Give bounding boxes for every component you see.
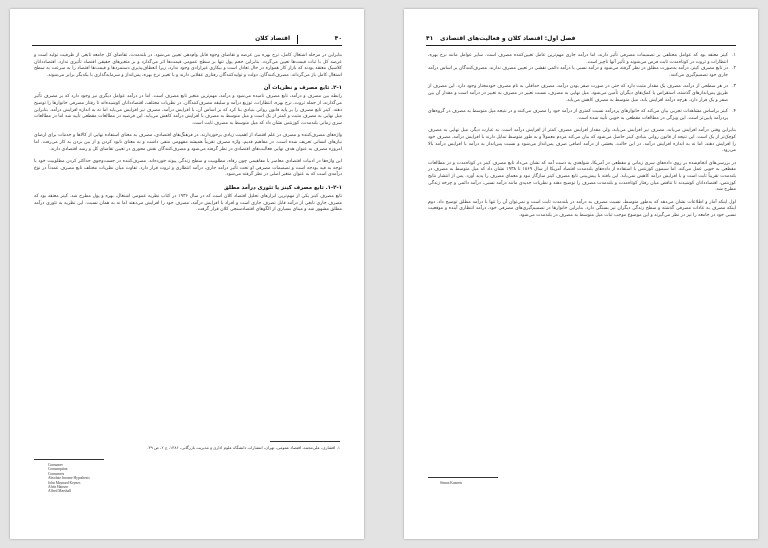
header-divider: [297, 35, 298, 44]
paragraph: بنابراین وقتی درآمد افزایش می‌یابد، مصرف نیز افزایش می‌یابد، ولی مقدار افزایش مصرف کمتر از افزایش درآمد است. به عبارت دیگر، میل نهایی به مصرف کوچک‌تر از یک است. این نتیجه از قانون روانی بنیادی کینز حاصل می‌شود که بیان می‌کند مردم معمولاً و به طور متوسط تمایل دارند با افزایش درآمد، مصرف خود را افزایش دهند، اما نه به اندازه افزایش درآمد. در این حالت، بخشی از درآمد اضافی صرف پس‌انداز می‌شود و نسبت پس‌انداز به درآمد با افزایش درآمد بالا می‌رود.: [428, 128, 736, 154]
list-marker: ۴.: [732, 109, 736, 115]
right-page: [404, 9, 758, 539]
footnote-en: Consumption: [48, 467, 68, 472]
list-text: در هر سطحی از درآمد، مصرف یک مقدار مثبت دارد که حتی در صورت صفر بودن درآمد، مصرف حداقلی به نام مصرف خودمختار وجود دارد. این مصرف از طریق پس‌اندازهای گذشته، استقراض یا کمک‌های دیگران تأمین می‌شود. میل نهایی به مصرف، نسبت تغییر در مصرف به تغییر در درآمد است و مقدار آن بین صفر و یک قرار دارد. هرچه درآمد افزایش یابد، میل متوسط به مصرف کاهش می‌یابد.: [428, 84, 728, 103]
left-page-body: [34, 53, 342, 214]
footnotes-english: [48, 463, 90, 494]
footnote-persian: ۱. افشاری، علی‌محمد، اقتصاد عمومی، تهران، انتشارات دانشگاه علوم اداری و مدیریت بازرگانی، ۱۳۸۶، ج ۲، ص ۳۹.: [147, 445, 340, 450]
intro-paragraph: بنابراین در مرحله اشتغال کامل، نرخ بهره بین عرضه و تقاضای وجوه قابل وام‌دهی تعیین می‌شود. در بلندمدت، تقاضای کل جامعه تابعی از ظرفیت تولید است و عرضه کل با ثبات قیمت‌ها تعیین می‌گردد. بنابراین حجم پول تنها بر سطح عمومی قیمت‌ها اثر می‌گذارد و بر متغیرهای حقیقی اقتصاد تأثیری ندارد. اقتصاددانان کلاسیک معتقد بودند که بازار کار همواره در حال تعادل است و بیکاری غیرارادی وجود ندارد، زیرا انعطاف‌پذیری دستمزدها و قیمت‌ها اقتصاد را به سرعت به سطح اشتغال کامل باز می‌گرداند. مصرف‌کنندگان، دولت و تولیدکنندگان رفتاری عقلایی دارند و با تغییر نرخ بهره، پس‌انداز و سرمایه‌گذاری با یکدیگر برابر می‌شوند.: [34, 53, 342, 78]
footnote-separator-en: [34, 459, 104, 460]
footnote-en: John Maynard Keynes: [48, 480, 81, 485]
paragraph: تابع مصرف کینز یکی از مهم‌ترین ابزارهای تحلیل اقتصاد کلان است که در سال ۱۹۳۶ در کتاب نظریه عمومی اشتغال، بهره و پول مطرح شد. کینز معتقد بود که مصرف جاری تابعی از درآمد قابل تصرف جاری است و افراد با افزایش درآمد، مصرف خود را افزایش می‌دهند اما نه به همان نسبت. این نظریه به تئوری درآمد مطلق مشهور شد و مبنای بسیاری از الگوهای اقتصادسنجی کلان قرار گرفت.: [34, 193, 342, 213]
paragraph: این واژه‌ها در ادبیات اقتصادی معاصر با مفاهیمی چون رفاه، مطلوبیت و سطح زندگی پیوند خورده‌اند. مصرف‌کننده در جست‌وجوی حداکثر کردن مطلوبیت خود با توجه به قید بودجه است و تصمیمات مصرفی او تحت تأثیر درآمد جاری، درآمد انتظاری و ثروت قرار دارد. تفاوت میان نظریات مختلف تابع مصرف عمدتاً در نوع درآمدی است که به عنوان متغیر اصلی در نظر گرفته می‌شود.: [34, 159, 342, 178]
footnote-separator: [428, 477, 498, 478]
footnote-en: Consumer: [48, 463, 63, 467]
footnote-english: Simon Kuznets: [440, 481, 463, 485]
list-item: [428, 53, 736, 66]
list-text: کینز براساس مشاهدات تجربی بیان می‌کند که خانوارهای پردرآمد نسبت کمتری از درآمد خود را مصرف می‌کنند و در نتیجه میل متوسط به مصرف در گروه‌های پردرآمد پایین‌تر است. این ویژگی در مطالعات مقطعی به خوبی تأیید شده است.: [428, 109, 728, 121]
paragraph: رابطه بین مصرف و درآمد، تابع مصرف نامیده می‌شود و درآمد، مهم‌ترین متغیر تابع مصرف است. اما در درآمد عوامل دیگری نیز وجود دارد که بر مصرف تأثیر می‌گذارند، از جمله ثروت، نرخ بهره، انتظارات، توزیع درآمد و سلیقه مصرف‌کنندگان. در نظریات مختلف، اقتصاددانان کوشیده‌اند تا رفتار مصرفی خانوارها را توضیح دهند. کینز تابع مصرف را بر پایه قانون روانی بنیادی بنا کرد که بر اساس آن، با افزایش درآمد، مصرف نیز افزایش می‌یابد اما نه به اندازه افزایش درآمد. بنابراین میل نهایی به مصرف مثبت و کمتر از یک است و میل متوسط به مصرف با افزایش درآمد کاهش می‌یابد. این فرضیه در مطالعات مقطعی تأیید شد اما در مطالعات سری زمانی بلندمدت، کوزنتس نشان داد که میل متوسط به مصرف ثابت است.: [34, 94, 342, 126]
list-marker: ۱.: [732, 53, 736, 58]
paragraph: اول اینکه آمار و اطلاعات نشان می‌دهد که به‌طور متوسط، نسبت مصرف به درآمد در بلندمدت ثابت است و نمی‌توان آن را تنها با درآمد مطلق توضیح داد. دوم اینکه مصرف به عادات مصرفی گذشته و سطح زندگی دیگران نیز بستگی دارد. بنابراین خانوارها در تصمیم‌گیری‌های مصرفی خود، درآمد انتظاری آینده و موقعیت نسبی خود در جامعه را نیز در نظر می‌گیرند و این موضوع موجب ثبات میل متوسط به مصرف در بلندمدت می‌شود.: [428, 199, 736, 218]
paragraph: واژه‌های مصرف‌کننده و مصرف در علم اقتصاد از اهمیت زیادی برخوردارند. در فرهنگ‌های اقتصادی، مصرف به معنای استفاده نهایی از کالاها و خدمات برای ارضای نیازهای انسانی تعریف شده است. در مفاهیم قدیم، واژه مصرف تقریباً همیشه مفهومی منفی داشت و به معنای نابود کردن و از بین بردن به کار می‌رفت. اما امروزه مصرف به عنوان هدف نهایی فعالیت‌های اقتصادی در نظر گرفته می‌شود و مصرف‌کنندگان نقش محوری در تعیین تقاضای کل و رشد اقتصادی دارند.: [34, 133, 342, 152]
page-number: ۴۱: [426, 35, 434, 42]
footnote-en: Alvin Hansen: [48, 485, 68, 490]
list-marker: ۲.: [732, 66, 736, 72]
list-item: [428, 109, 736, 122]
list-item: [428, 66, 736, 79]
left-page: [10, 9, 364, 539]
footnote-en: Absolute Income Hypothesis: [48, 476, 90, 481]
footnote-en: Alfred Marshall: [48, 489, 72, 494]
footnote-separator: [270, 441, 340, 442]
section-heading: ۲-۱. تابع مصرف و نظریات آن: [263, 85, 342, 92]
right-page-body: [428, 53, 736, 219]
list-text: در تابع مصرف کینز، درآمد به‌صورت مطلق در نظر گرفته می‌شود و درآمد نسبی یا درآمد دائمی نقشی در تعیین مصرف ندارند. مصرف‌کنندگان بر اساس درآمد جاری خود تصمیم‌گیری می‌کنند.: [428, 66, 728, 78]
right-page-header: [426, 35, 736, 46]
left-page-header: [32, 35, 342, 46]
page-number: ۴۰: [334, 35, 342, 42]
footnote-en: Consumers: [48, 471, 65, 476]
list-marker: ۳.: [732, 84, 736, 90]
running-title: اقتصاد کلان: [255, 35, 290, 42]
paragraph: در بررسی‌های انجام‌شده بر روی داده‌های سری زمانی و مقطعی در آمریکا، شواهدی به دست آمد که نشان می‌داد تابع مصرف کینز در کوتاه‌مدت و در مطالعات مقطعی به خوبی عمل می‌کند. اما سیمون کوزنتس با استفاده از داده‌های بلندمدت اقتصاد آمریکا از سال ۱۸۶۹ تا ۱۹۳۸ نشان داد که میل متوسط به مصرف در بلندمدت تقریباً ثابت است و با افزایش درآمد کاهش نمی‌یابد. این یافته با پیش‌بینی تابع مصرف کینز سازگار نبود و معمای مصرف را پدید آورد. پس از انتشار نتایج کوزنتس، اقتصاددانان کوشیدند تا تناقض میان رفتار کوتاه‌مدت و بلندمدت مصرف را توضیح دهند و نظریات جدیدی مانند درآمد نسبی، درآمد دائمی و چرخه زندگی مطرح شد.: [428, 160, 736, 193]
list-item: [428, 84, 736, 104]
subsection-heading: ۱-۲-۱. تابع مصرف کینز یا تئوری درآمد مطلق: [224, 184, 342, 191]
running-title: فصل اول: اقتصاد کلان و فعالیت‌های اقتصادی: [440, 35, 576, 42]
list-text: کینز معتقد بود که عوامل مختلفی بر تصمیمات مصرفی تأثیر دارند، اما درآمد جاری مهم‌ترین عامل تعیین‌کننده مصرف است. سایر عوامل مانند نرخ بهره، انتظارات و ثروت در کوتاه‌مدت ثابت فرض می‌شوند و تأثیر آنها ناچیز است.: [428, 53, 728, 65]
